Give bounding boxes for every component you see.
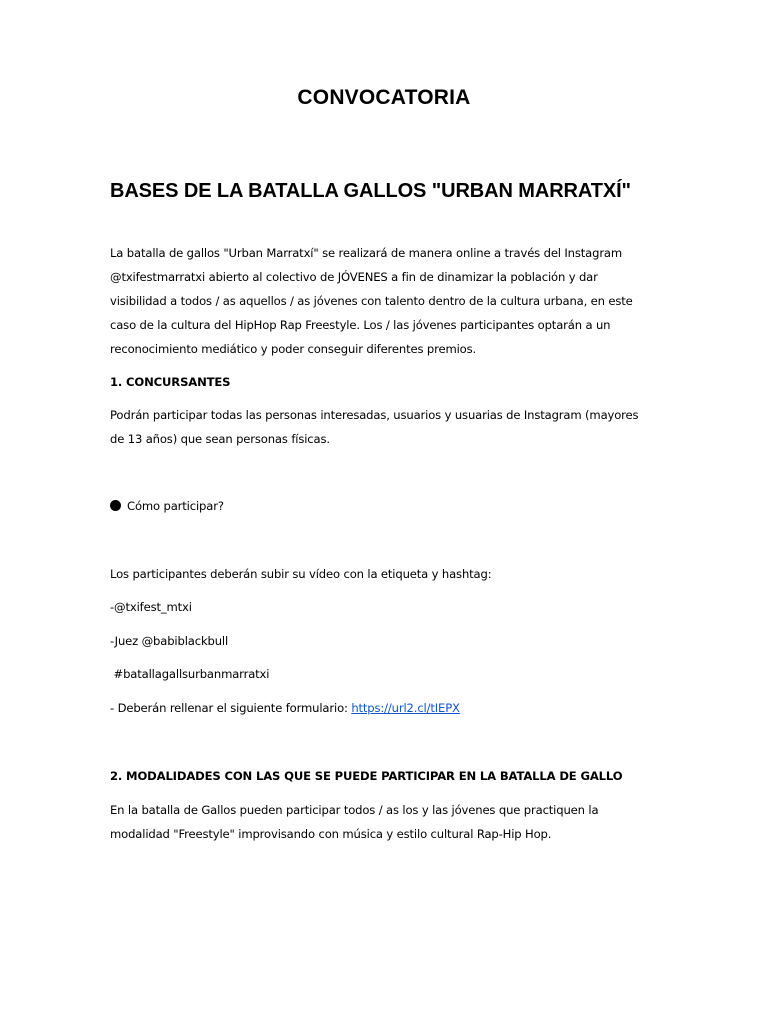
bullet-icon (110, 500, 121, 511)
section2-line-1: En la batalla de Gallos pueden participar todos / as los y las jóvenes que practiquen la (110, 803, 599, 817)
upload-instructions: Los participantes deberán subir su vídeo con la etiqueta y hashtag: (110, 567, 492, 581)
tag-line-1: -@txifest_mtxi (110, 600, 192, 614)
intro-line-4: caso de la cultura del HipHop Rap Freestyle. Los / las jóvenes participantes optarán a un (110, 318, 611, 332)
form-text: - Deberán rellenar el siguiente formulario: (110, 701, 352, 715)
section2-heading: 2. MODALIDADES CON LAS QUE SE PUEDE PARTICIPAR EN LA BATALLA DE GALLO (110, 769, 623, 783)
document-heading: BASES DE LA BATALLA GALLOS "URBAN MARRATXÍ" (110, 180, 631, 202)
document-title: CONVOCATORIA (297, 86, 471, 109)
section1-line-2: de 13 años) que sean personas físicas. (110, 432, 330, 446)
intro-line-3: visibilidad a todos / as aquellos / as jóvenes con talento dentro de la cultura urbana, en este (110, 294, 633, 308)
section1-line-1: Podrán participar todas las personas interesadas, usuarios y usuarias de Instagram (mayores (110, 408, 639, 422)
section1-heading: 1. CONCURSANTES (110, 375, 231, 389)
form-link[interactable]: https://url2.cl/tIEPX (351, 701, 460, 715)
hashtag-line: #batallagallsurbanmarratxi (110, 667, 270, 681)
intro-line-5: reconocimiento mediático y poder conseguir diferentes premios. (110, 342, 477, 356)
bullet-text: Cómo participar? (127, 499, 224, 513)
bullet-item (110, 497, 224, 515)
tag-line-2: -Juez @babiblackbull (110, 634, 229, 648)
intro-line-2: @txifestmarratxi abierto al colectivo de JÓVENES a fin de dinamizar la población y dar (110, 270, 598, 284)
section2-line-2: modalidad "Freestyle" improvisando con música y estilo cultural Rap-Hip Hop. (110, 827, 552, 841)
form-line (110, 699, 460, 717)
intro-line-1: La batalla de gallos "Urban Marratxí" se realizará de manera online a través del Instagram (110, 246, 623, 260)
